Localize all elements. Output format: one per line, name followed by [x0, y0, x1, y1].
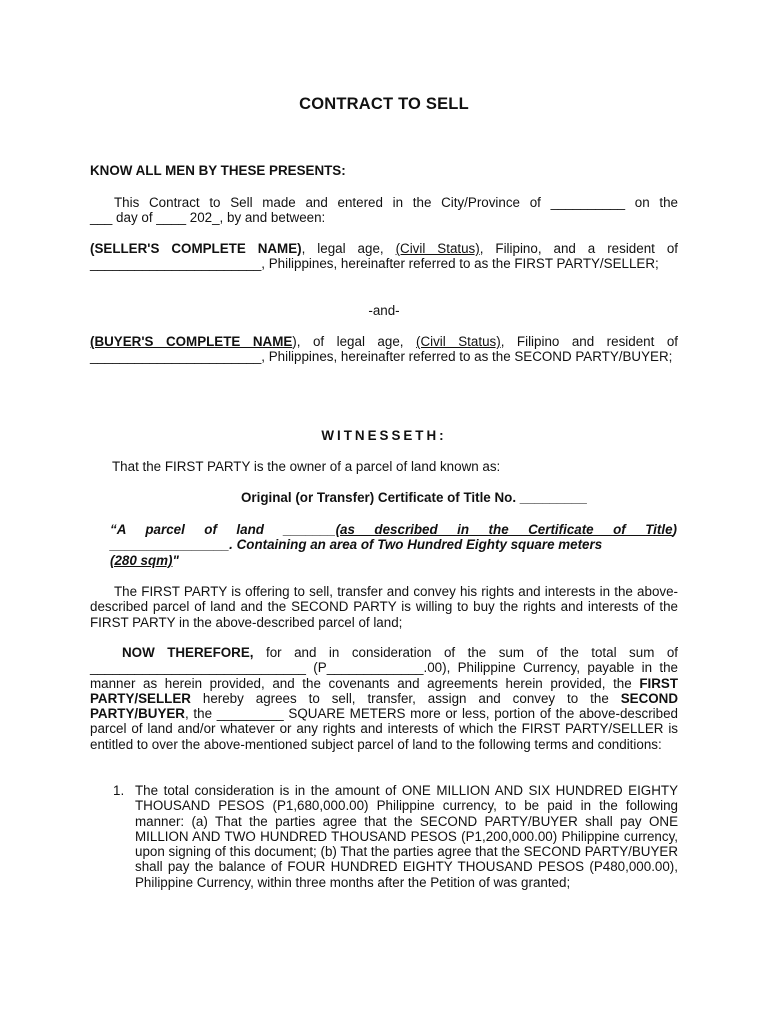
- now-therefore-paragraph: [90, 645, 678, 752]
- now-therefore-text-a: for and in consideration of the sum of the total sum of _____________________________ (P_____________.00), Philippine Currency, payable in the manner as herein provided, and the covenants and agreements herein provided, the: [90, 645, 678, 691]
- document-title: CONTRACT TO SELL: [299, 95, 469, 113]
- seller-text-2: , Filipino, and a resident of _______________________, Philippines, hereinafter referred to as the FIRST PARTY/SELLER;: [90, 241, 678, 272]
- parcel-desc: (as described in the Certificate of Title: [335, 522, 673, 537]
- witnesseth-heading: WITNESSETH:: [321, 428, 447, 443]
- buyer-text-1: ), of legal age,: [292, 334, 416, 349]
- item-1-number: 1.: [113, 783, 125, 798]
- parcel-open: “A parcel of land _______: [110, 522, 336, 537]
- know-all-heading: KNOW ALL MEN BY THESE PRESENTS:: [90, 163, 346, 178]
- and-separator: -and-: [368, 303, 400, 318]
- buyer-text-2: , Filipino and resident of _______________________, Philippines, hereinafter referred to as the SECOND PARTY/BUYER;: [90, 334, 678, 365]
- first-party-seller: FIRST PARTY/SELLER: [90, 675, 678, 706]
- title-number-line: Original (or Transfer) Certificate of Title No. _________: [241, 490, 587, 505]
- seller-text-1: , legal age,: [301, 241, 396, 256]
- intro-line-2: ___ day of ____ 202_, by and between:: [90, 210, 326, 226]
- buyer-civil-status: (Civil Status): [416, 334, 501, 349]
- now-therefore-text-b: hereby agrees to sell, transfer, assign and convey to the: [190, 690, 621, 706]
- seller-paragraph: [90, 241, 678, 272]
- second-party-buyer: SECOND PARTY/BUYER: [90, 690, 678, 722]
- now-therefore-text-c: , the _________ SQUARE METERS more or less, portion of the above-described parcel of land and/or whatever or any rights and interests of which the FIRST PARTY/SELLER is entitled to over the above-mentioned subject parcel of land to the following terms and conditions:: [90, 706, 678, 752]
- parcel-line-2: ________________. Containing an area of Two Hundred Eighty square meters: [110, 537, 603, 553]
- parcel-line-1: [110, 522, 677, 537]
- offer-paragraph: The FIRST PARTY is offering to sell, transfer and convey his rights and interests in the above-described parcel of land and the SECOND PARTY is willing to buy the rights and interests of the FIRST PARTY in the above-described parcel of land;: [90, 584, 678, 630]
- parcel-sqm: (280 sqm): [110, 552, 173, 568]
- item-1-text: The total consideration is in the amount of ONE MILLION AND SIX HUNDRED EIGHTY THOUSAND PESOS (P1,680,000.00) Philippine currency, to be paid in the following manner: (a) That the parties agree that the SECOND PARTY/BUYER shall pay ONE MILLION AND TWO HUNDRED THOUSAND PESOS (P1,200,000.00) Philippine currency, upon signing of this document; (b) That the parties agree that the SECOND PARTY/BUYER shall pay the balance of FOUR HUNDRED EIGHTY THOUSAND PESOS (P480,000.00), Philippine Currency, within three months after the Petition of was granted;: [135, 783, 678, 890]
- seller-civil-status: (Civil Status): [395, 241, 480, 256]
- owner-line: That the FIRST PARTY is the owner of a parcel of land known as:: [112, 459, 501, 474]
- parcel-line-3: [110, 553, 677, 568]
- intro-line-1: This Contract to Sell made and entered in the City/Province of __________ on the: [114, 195, 678, 210]
- buyer-paragraph: [90, 334, 678, 365]
- parcel-close: ): [672, 522, 677, 537]
- buyer-name: (BUYER'S COMPLETE NAME: [90, 334, 293, 349]
- seller-name: (SELLER'S COMPLETE NAME): [90, 241, 302, 256]
- now-therefore-label: NOW THEREFORE,: [122, 645, 254, 660]
- intro-paragraph: [90, 195, 678, 226]
- parcel-end: ": [172, 552, 179, 568]
- parcel-description: [90, 522, 677, 568]
